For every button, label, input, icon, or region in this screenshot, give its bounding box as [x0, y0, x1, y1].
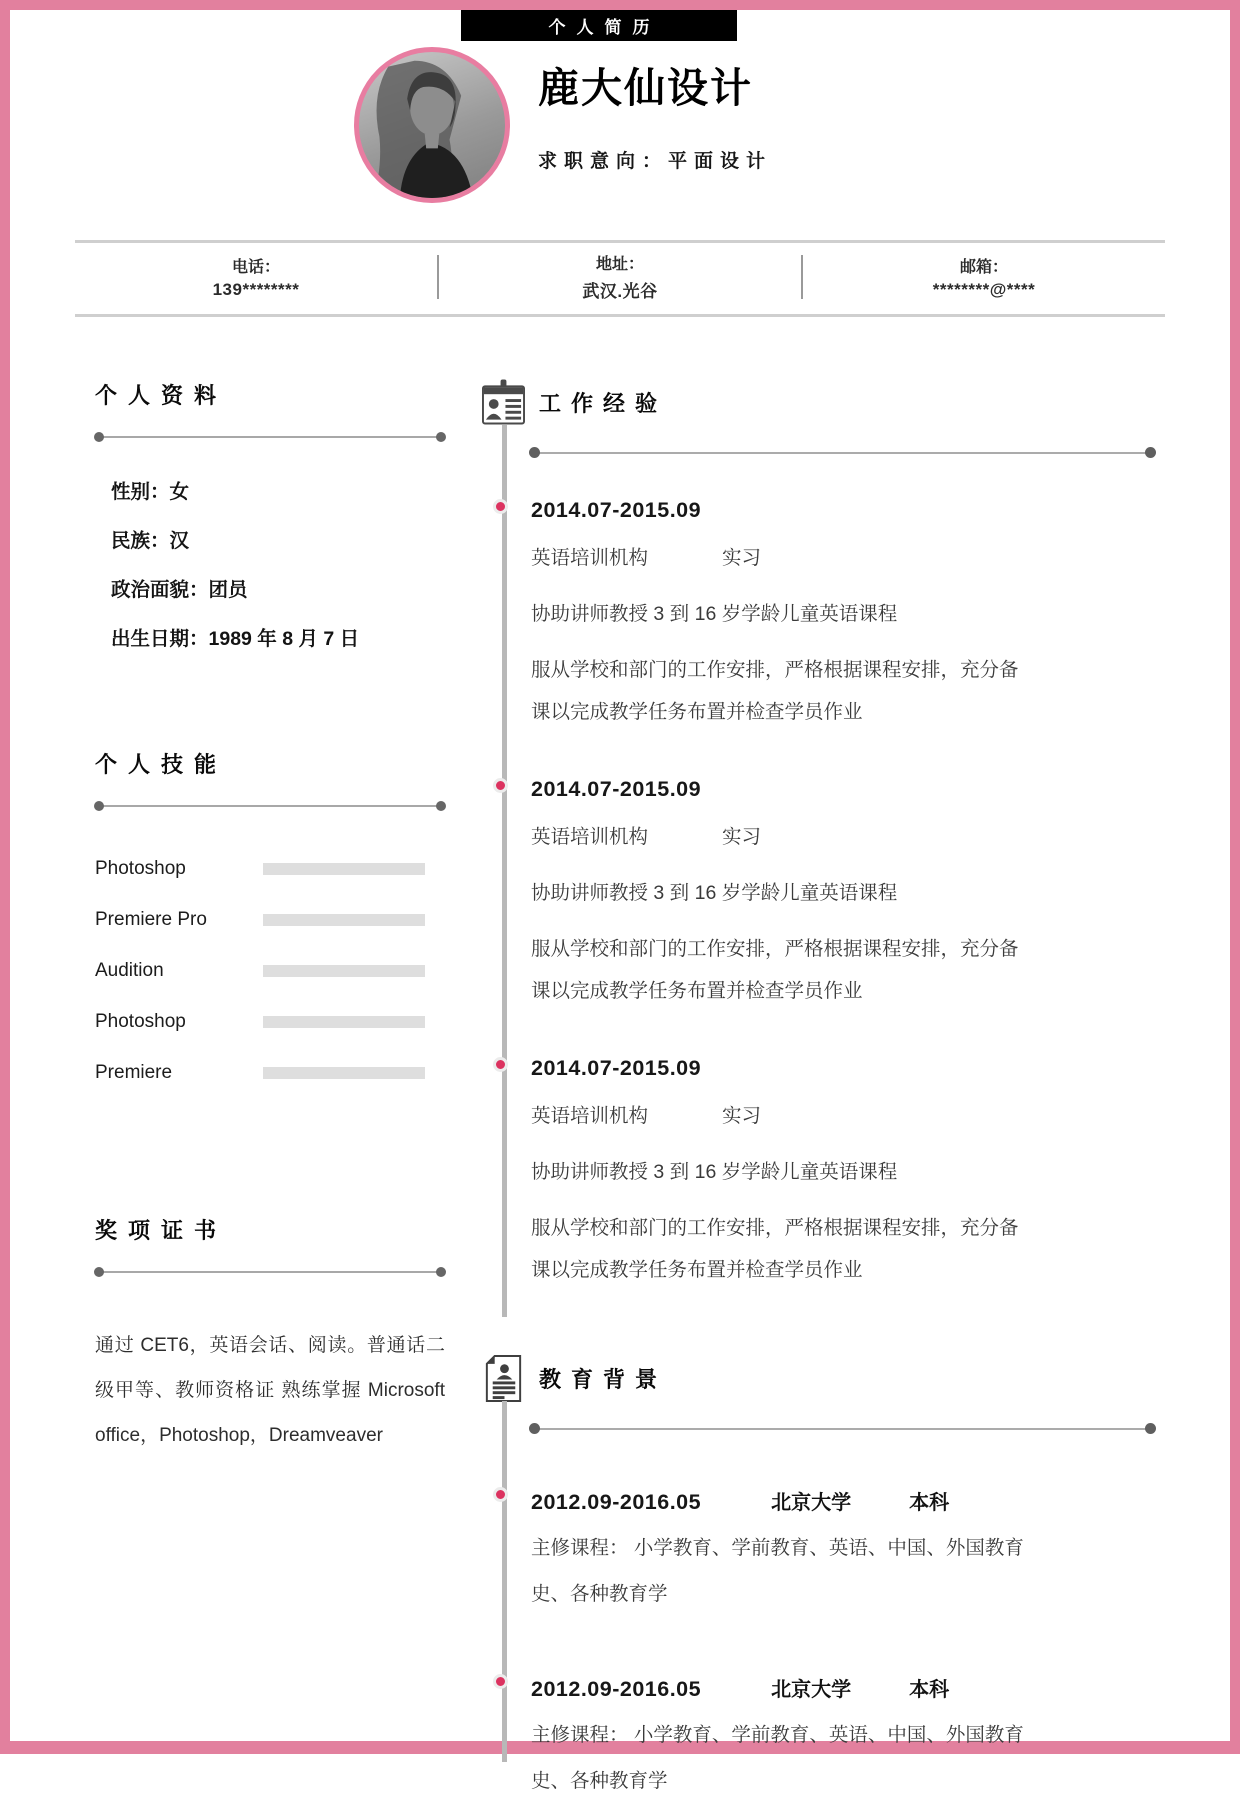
- skill-bar-track: [263, 965, 425, 977]
- address-value: 武汉.光谷: [582, 282, 658, 301]
- work-desc: 协助讲师教授 3 到 16 岁学龄儿童英语课程: [531, 603, 898, 625]
- address-label: 地址：: [595, 256, 644, 273]
- work-entry: [465, 733, 1155, 1012]
- work-desc: 服从学校和部门的工作安排，严格根据课程安排，充分备课以完成教学任务布置并检查学员作业: [531, 938, 1019, 1002]
- skill-bar-track: [263, 863, 425, 875]
- work-date: 2014.07-2015.09: [531, 1056, 702, 1080]
- contact-bar: [75, 240, 1165, 317]
- person-portrait-icon: [359, 52, 505, 198]
- header: [354, 47, 1230, 203]
- work-org-row: [531, 816, 1033, 858]
- contact-email: [803, 254, 1165, 300]
- section-skills: [95, 748, 445, 1098]
- timeline-dot: [493, 1674, 508, 1689]
- timeline-dot: [493, 1057, 508, 1072]
- skill-bar-track: [263, 1067, 425, 1079]
- skill-row: [95, 996, 445, 1047]
- education-degree: 本科: [909, 1679, 950, 1701]
- section-personal-info: [95, 379, 445, 664]
- education-entry: [465, 1430, 1155, 1617]
- work-company: 英语培训机构: [531, 826, 649, 848]
- phone-label: 电话：: [231, 258, 280, 276]
- timeline-dot: [493, 499, 508, 514]
- list-item: 民族：汉: [111, 530, 190, 552]
- id-badge-icon: [482, 379, 525, 426]
- line-end-dot: [436, 801, 446, 811]
- skill-name: Audition: [95, 959, 164, 981]
- list-item: 政治面貌：团员: [111, 579, 248, 601]
- line-end-dot: [94, 801, 104, 811]
- resume-banner: [461, 10, 737, 41]
- email-value: ********@****: [932, 279, 1036, 299]
- section-divider-line: [95, 1271, 445, 1273]
- work-desc: 服从学校和部门的工作安排，严格根据课程安排，充分备课以完成教学任务布置并检查学员作业: [531, 1217, 1019, 1281]
- work-desc: 协助讲师教授 3 到 16 岁学龄儿童英语课程: [531, 1161, 898, 1183]
- line-end-dot: [436, 432, 446, 442]
- contact-address: [439, 251, 801, 302]
- phone-value: 139********: [212, 279, 300, 299]
- education-degree: 本科: [909, 1492, 950, 1514]
- list-item: 出生日期：1989 年 8 月 7 日: [111, 628, 360, 650]
- timeline-dot: [493, 1487, 508, 1502]
- main-content: [10, 317, 1230, 1804]
- personal-info-list: [95, 468, 445, 664]
- work-entry: [465, 454, 1155, 733]
- work-org-row: [531, 537, 1033, 579]
- education-row: [531, 1673, 1155, 1702]
- line-end-dot: [94, 1267, 104, 1277]
- work-role: 实习: [722, 1105, 762, 1127]
- skill-name: Premiere Pro: [95, 908, 207, 930]
- skill-name: Photoshop: [95, 1010, 186, 1032]
- email-label: 邮箱：: [959, 258, 1008, 276]
- timeline-dot: [493, 778, 508, 793]
- work-desc: 服从学校和部门的工作安排，严格根据课程安排，充分备课以完成教学任务布置并检查学员作业: [531, 659, 1019, 723]
- skill-row: [95, 894, 445, 945]
- education-courses: 主修课程： 小学教育、学前教育、英语、中国、外国教育史、各种教育学: [531, 1724, 1024, 1792]
- personal-info-title: 个人资料: [95, 383, 228, 408]
- awards-title: 奖项证书: [95, 1218, 228, 1243]
- skill-bar-track: [263, 914, 425, 926]
- line-end-dot: [436, 1267, 446, 1277]
- education-school: 北京大学: [771, 1492, 852, 1514]
- skills-title: 个人技能: [95, 752, 228, 777]
- education-title: 教育背景: [539, 1367, 668, 1392]
- skill-list: [95, 843, 445, 1098]
- work-desc: 协助讲师教授 3 到 16 岁学龄儿童英语课程: [531, 882, 898, 904]
- skill-row: [95, 945, 445, 996]
- work-org-row: [531, 1095, 1033, 1137]
- education-row: [531, 1486, 1155, 1515]
- education-entry: [465, 1617, 1155, 1804]
- contact-phone: [75, 254, 437, 300]
- work-header: [465, 379, 1155, 426]
- education-date: 2012.09-2016.05: [531, 1677, 702, 1701]
- profile-photo: [354, 47, 510, 203]
- header-text: [538, 47, 772, 203]
- candidate-name: 鹿大仙设计: [538, 65, 753, 111]
- work-title: 工作经验: [539, 391, 668, 416]
- education-header: [465, 1355, 1155, 1402]
- skill-name: Photoshop: [95, 857, 186, 879]
- awards-text: 通过 CET6，英语会话、阅读。普通话二级甲等、教师资格证 熟练掌握 Microsoft office，Photoshop，Dreamveaver: [95, 1335, 445, 1446]
- skill-name: Premiere: [95, 1061, 173, 1083]
- right-column: [465, 379, 1155, 1804]
- left-column: [95, 379, 445, 1804]
- education-school: 北京大学: [771, 1679, 852, 1701]
- work-entry: [465, 1012, 1155, 1291]
- work-company: 英语培训机构: [531, 1105, 649, 1127]
- job-objective: 求职意向：平面设计: [538, 151, 773, 172]
- banner-title: 个人简历: [548, 18, 661, 37]
- section-work-experience: [465, 379, 1155, 1317]
- section-divider-line: [95, 436, 445, 438]
- section-divider-line: [95, 805, 445, 807]
- skill-row: [95, 1047, 445, 1098]
- skill-row: [95, 843, 445, 894]
- work-date: 2014.07-2015.09: [531, 498, 702, 522]
- section-awards: [95, 1214, 445, 1458]
- skill-bar-track: [263, 1016, 425, 1028]
- education-date: 2012.09-2016.05: [531, 1490, 702, 1514]
- section-education: [465, 1355, 1155, 1804]
- list-item: 性别：女: [111, 481, 190, 503]
- work-role: 实习: [722, 826, 762, 848]
- education-courses: 主修课程： 小学教育、学前教育、英语、中国、外国教育史、各种教育学: [531, 1537, 1024, 1605]
- line-end-dot: [94, 432, 104, 442]
- work-role: 实习: [722, 547, 762, 569]
- document-icon: [482, 1355, 525, 1402]
- work-date: 2014.07-2015.09: [531, 777, 702, 801]
- work-company: 英语培训机构: [531, 547, 649, 569]
